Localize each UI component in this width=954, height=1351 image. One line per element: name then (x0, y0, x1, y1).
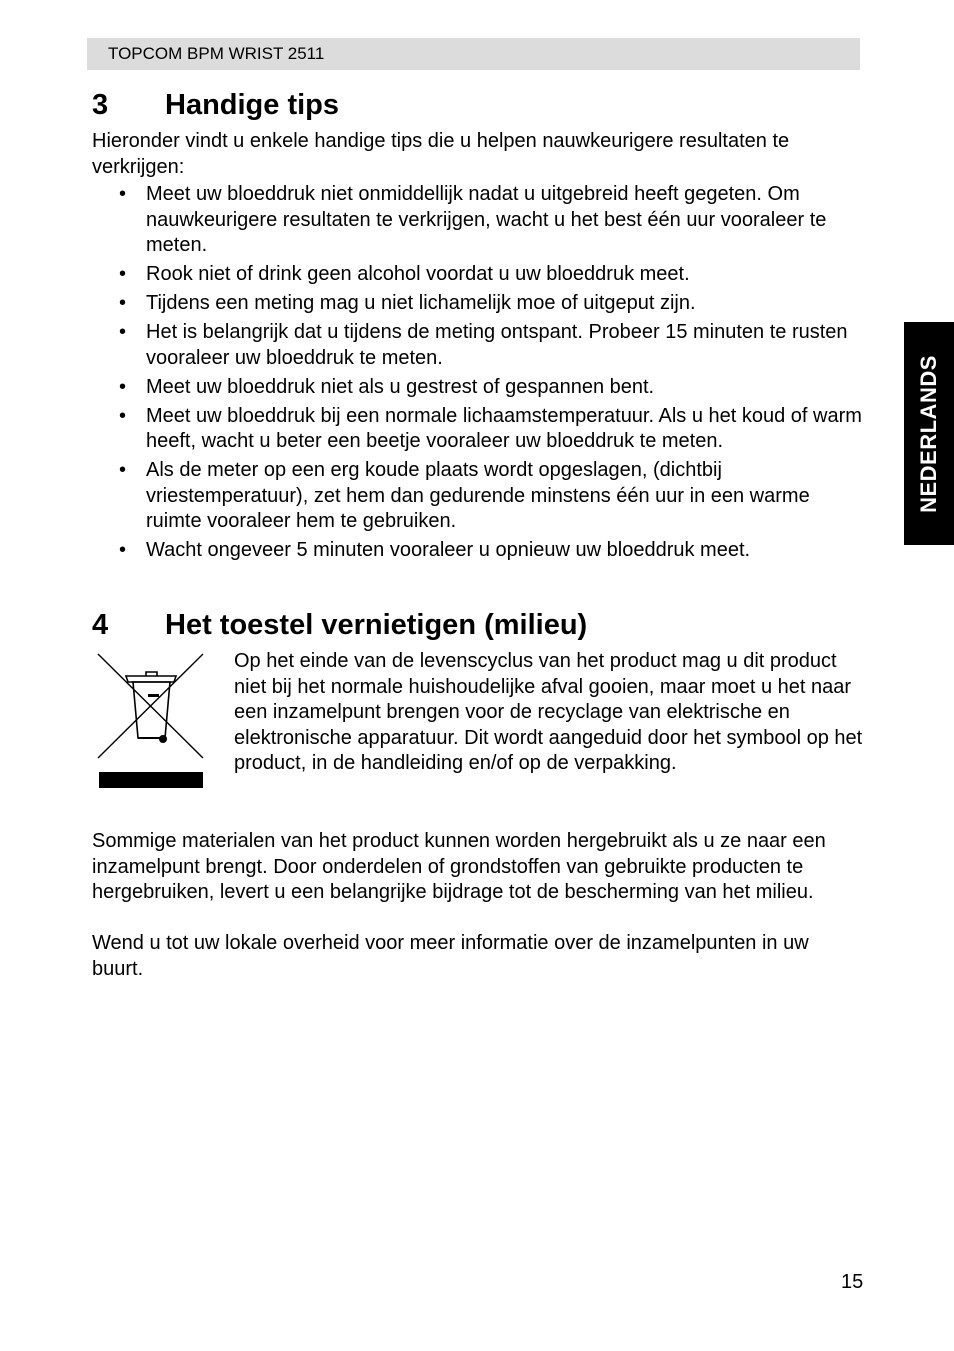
tip-text: Wacht ongeveer 5 minuten vooraleer u opnieuw uw bloeddruk meet. (146, 539, 751, 561)
section-4-heading (92, 608, 587, 642)
disposal-paragraph-2: Sommige materialen van het product kunnen worden hergebruikt als u ze naar een inzamelpunt brengt. Door onderdelen of grondstoffen van gebruikte producten te hergebruiken, levert u een belangrijke bijdrage tot de bescherming van het milieu. (92, 830, 826, 903)
language-tab-label: NEDERLANDS (916, 354, 941, 513)
tip-text: Meet uw bloeddruk niet als u gestrest of gespannen bent. (146, 375, 655, 398)
bullet-icon: • (119, 404, 127, 427)
tip-item (92, 538, 864, 564)
tip-item (92, 404, 864, 455)
tip-text: Meet uw bloeddruk bij een normale lichaamstemperatuur. Als u het koud of warm heeft, wacht u beter een beetje vooraleer uw bloeddruk te meten. (146, 404, 862, 452)
tip-item (92, 320, 864, 371)
crossed-out-wheelie-bin-icon (96, 652, 206, 790)
tip-text: Tijdens een meting mag u niet lichamelijk moe of uitgeput zijn. (146, 292, 696, 314)
disposal-paragraph-3: Wend u tot uw lokale overheid voor meer informatie over de inzamelpunten in uw buurt. (92, 932, 809, 980)
tip-item (92, 262, 864, 288)
tips-list (92, 182, 864, 567)
section-3-title: Handige tips (165, 89, 340, 121)
tip-item (92, 458, 864, 535)
running-header (87, 38, 860, 70)
language-tab (904, 322, 954, 545)
tip-text: Het is belangrijk dat u tijdens de meting ontspant. Probeer 15 minuten te rusten vooraleer uw bloeddruk te meten. (146, 321, 848, 369)
bullet-icon: • (119, 292, 127, 314)
header-title: TOPCOM BPM WRIST 2511 (108, 44, 325, 63)
tip-text: Als de meter op een erg koude plaats wordt opgeslagen, (dichtbij vriestemperatuur), zet hem dan gedurende minstens één uur in een warme ruimte vooraleer hem te gebruiken. (146, 459, 810, 532)
section-4-number: 4 (92, 609, 109, 641)
tip-item (92, 291, 864, 317)
tip-item (92, 375, 864, 401)
section-3-intro: Hieronder vindt u enkele handige tips die u helpen nauwkeurigere resultaten te verkrijgen: (92, 130, 790, 178)
bullet-icon: • (119, 183, 127, 205)
tip-item (92, 182, 864, 259)
bullet-icon: • (119, 321, 127, 343)
tip-text: Meet uw bloeddruk niet onmiddellijk nadat u uitgebreid heeft gegeten. Om nauwkeurigere resultaten te verkrijgen, wacht u het best één uur vooraleer te meten. (146, 183, 827, 256)
disposal-paragraph-1: Op het einde van de levenscyclus van het product mag u dit product niet bij het normale huishoudelijke afval gooien, maar moet u het naar een inzamelpunt brengen voor de recyclage van elektrische en elektronische apparatuur. Dit wordt aangeduid door het symbool op het product, in de handleiding en/of op de verpakking. (234, 650, 863, 774)
section-3-number: 3 (92, 89, 109, 121)
bullet-icon: • (119, 263, 127, 285)
bullet-icon: • (119, 375, 127, 398)
bullet-icon: • (119, 459, 127, 481)
section-4-title: Het toestel vernietigen (milieu) (165, 609, 588, 641)
page-number: 15 (841, 1271, 864, 1293)
section-3-heading (92, 88, 339, 122)
tip-text: Rook niet of drink geen alcohol voordat u uw bloeddruk meet. (146, 263, 690, 285)
bullet-icon: • (119, 539, 127, 561)
